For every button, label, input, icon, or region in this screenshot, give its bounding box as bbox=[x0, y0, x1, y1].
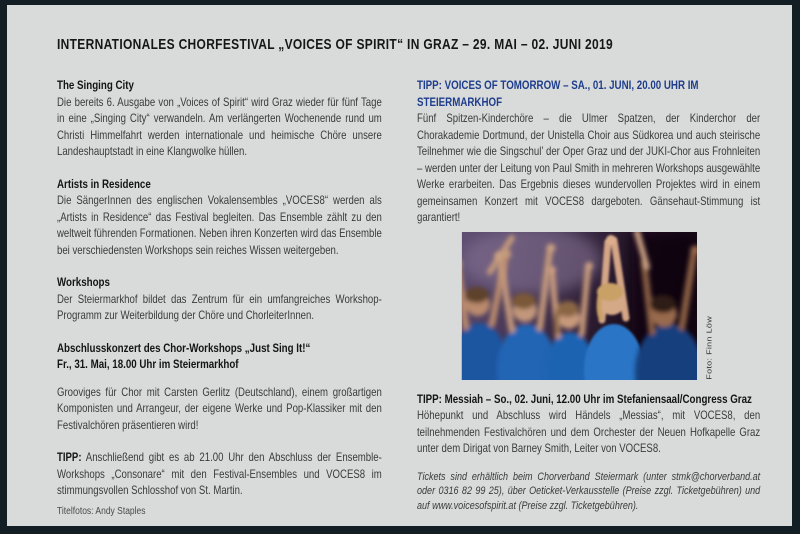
section-heading: Workshops bbox=[57, 275, 110, 289]
section-heading: The Singing City bbox=[57, 78, 134, 92]
section-body: Der Steiermarkhof bildet das Zentrum für ein umfangreiches Workshop-Programm zur Weiterbildung der Chöre und ChorleiterInnen. bbox=[57, 291, 382, 322]
section-singing-city bbox=[57, 77, 382, 160]
section-artists-in-residence bbox=[57, 176, 382, 259]
section-heading: Artists in Residence bbox=[57, 176, 151, 191]
section-body: Die SängerInnen des englischen Vokalensembles „VOCES8“ werden als „Artists in Residence“ das Festival begleiten. Das Ensemble zählt zu den weltweit führenden Formationen. Neben ihren Konzerten wird das Ensemble bei verschiedensten Workshops sein reiches Wissen weitergeben. bbox=[57, 193, 382, 257]
tip-consonare-paragraph bbox=[57, 449, 382, 499]
tip-messiah-heading: TIPP: Messiah – So., 02. Juni, 12.00 Uhr im Stefaniensaal/Congress Graz bbox=[417, 391, 752, 406]
tip-voices-of-tomorrow-body: Fünf Spitzen-Kinderchöre – die Ulmer Spatzen, der Kinderchor der Chorakademie Dortmund, der Unistella Choir aus Südkorea und auch steirische Teilnehmer wie die Singschul’ der Oper Graz und der JUKI-Chor aus Frohnleiten – werden unter der Leitung von Paul Smith in mehreren Workshops ausgewählte Werke erarbeiten. Das Ergebnis dieses wundervollen Projektes wird in einem gemeinsamen Konzert mit VOCES8 dargeboten. Gänsehaut-Stimmung ist garantiert! bbox=[417, 111, 761, 224]
section-workshops bbox=[57, 274, 382, 324]
right-column bbox=[417, 77, 760, 513]
left-column bbox=[57, 77, 382, 499]
footer-credit: Titelfotos: Andy Staples bbox=[57, 506, 146, 517]
section-body: Die bereits 6. Ausgabe von „Voices of Spirit“ wird Graz wieder für fünf Tage in eine „Singing City“ verwandeln. Am verlängerten Wochenende rund um Christi Himmelfahrt werden internationale und heimische Chöre unsere Landeshauptstadt in eine Klangwolke hüllen. bbox=[57, 94, 382, 158]
photo-credit: Foto: Finn Löw bbox=[705, 315, 713, 380]
tip-messiah-body: Höhepunkt und Abschluss wird Händels „Messias“, mit VOCES8, den teilnehmenden Festivalchören und dem Orchester der Neuen Hofkapelle Graz unter dem Dirigat von Barney Smith, Leiter von VOCES8. bbox=[417, 408, 761, 455]
page-title: INTERNATIONALES CHORFESTIVAL „VOICES OF SPIRIT“ IN GRAZ – 29. MAI – 02. JUNI 2019 bbox=[57, 36, 614, 53]
choir-photo bbox=[462, 232, 697, 380]
section-abschlusskonzert bbox=[57, 340, 382, 434]
section-heading bbox=[57, 340, 382, 373]
flyer-page bbox=[7, 5, 792, 526]
tip-label: TIPP: bbox=[57, 450, 82, 464]
tip-text: Anschließend gibt es ab 21.00 Uhr den Abschluss der Ensemble-Workshops „Consonare“ mit den Festival-Ensembles und VOCES8 im stimmungsvollen Schlosshof von St. Martin. bbox=[57, 450, 382, 497]
choir-photo-figure bbox=[462, 232, 713, 380]
tip-voices-of-tomorrow-heading: TIPP: VOICES OF TOMORROW – SA., 01. JUNI, 20.00 UHR IM STEIERMARKHOF bbox=[417, 78, 699, 109]
heading-line-1: Abschlusskonzert des Chor-Workshops „Just Sing It!“ bbox=[57, 340, 311, 355]
section-body: Grooviges für Chor mit Carsten Gerlitz (Deutschland), einem großartigen Komponisten und Arrangeur, der eigene Werke und Pop-Klassiker mit den Festivalchören präsentieren wird! bbox=[57, 384, 382, 432]
heading-line-2: Fr., 31. Mai, 18.00 Uhr im Steiermarkhof bbox=[57, 357, 239, 371]
tickets-note: Tickets sind erhältlich beim Chorverband Steiermark (unter stmk@chorverband.at oder 0316 82 99 25), über Oeticket-Verkausstelle (Preise zzgl. Ticketgebühren) und auf www.voicesofspirit.at (Preise zzgl. Ticketgebühren). bbox=[417, 470, 761, 512]
